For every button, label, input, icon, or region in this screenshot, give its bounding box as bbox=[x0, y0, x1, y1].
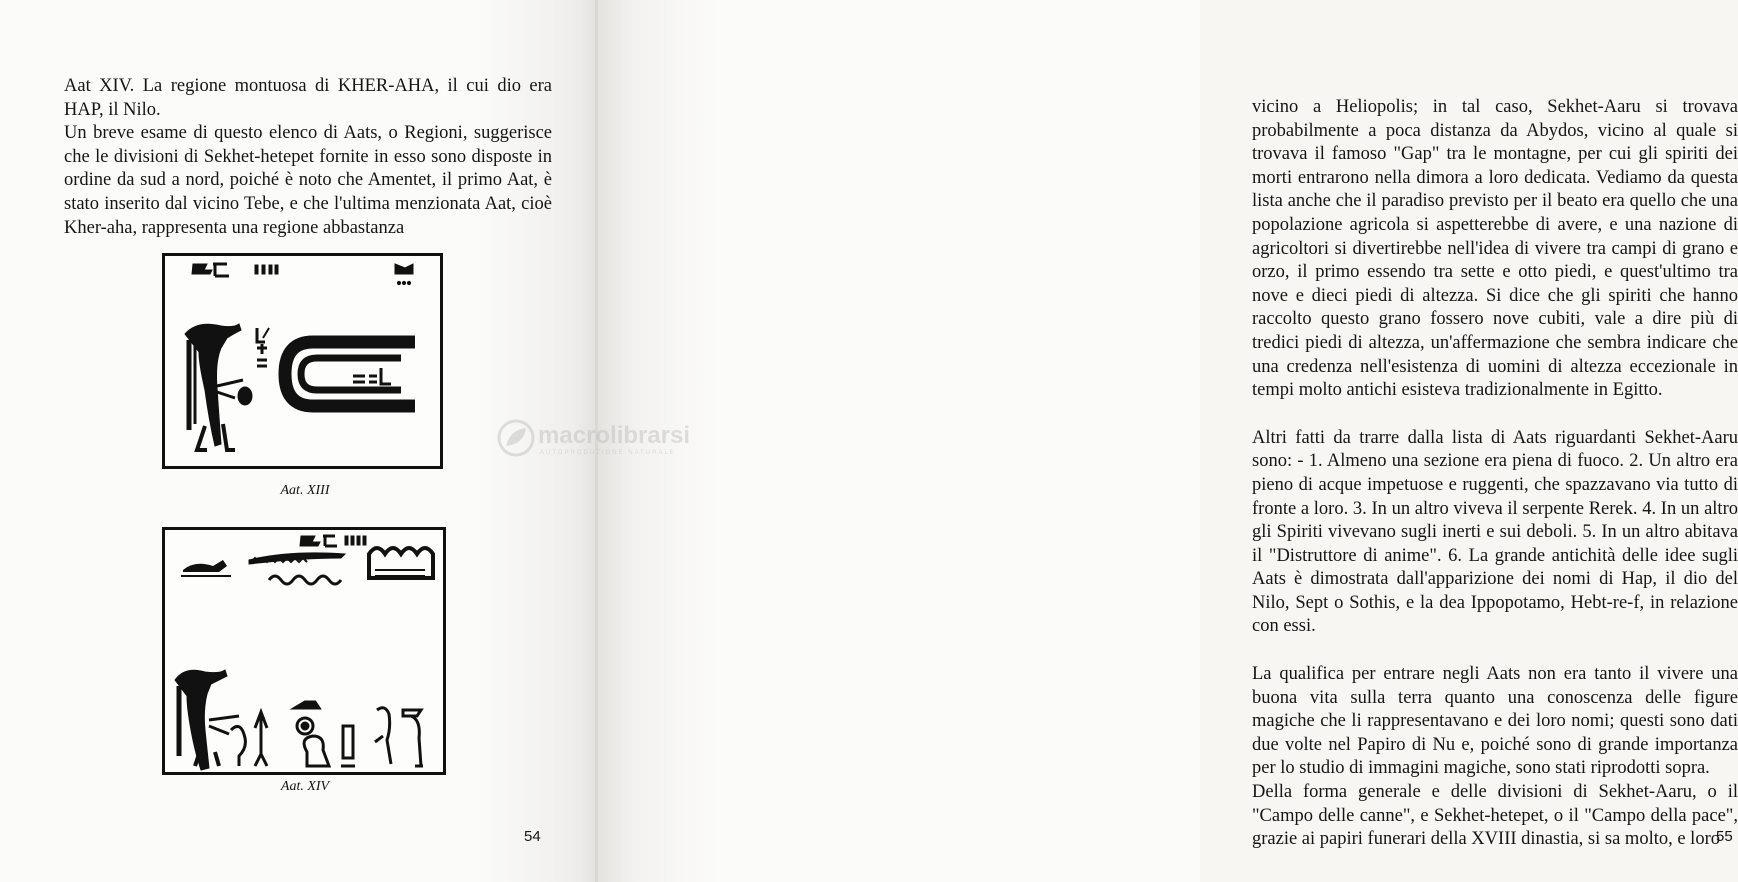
figure-aat-xiv bbox=[162, 527, 446, 775]
paragraph-heliopolis: vicino a Heliopolis; in tal caso, Sekhet-Aaru si trovava probabilmente a poca distanza da Abydos, vicino al quale si trovava il famoso "Gap" tra le montagne, per cui gli spiriti dei morti entrarono nella dimora a loro dedicata. Vediamo da questa lista anche che il paradiso previsto per il beato era quello che una popolazione agricola si aspetterebbe di avere, e una nazione di agricoltori si divertirebbe nell'idea di vivere tra campi di grano e orzo, il primo essendo tra sette e otto piedi, e quest'ultimo tra nove e dieci piedi di altezza. Si dice che gli spiriti che hanno raccolto questo grano fossero nove cubiti, vale a dire più di tredici piedi di altezza, un'affermazione che sembra indicare che una credenza nell'esistenza di uomini di altezza eccezionale in tempi molto antichi esisteva tradizionalmente in Egitto. bbox=[1252, 97, 1738, 401]
top-hieroglyph-row bbox=[192, 264, 413, 285]
paragraph-qualification: La qualifica per entrare negli Aats non era tanto il vivere una buona vita sulla terra quanto una conoscenza delle figure magiche che li rappresentavano e dei loro nomi; questi sono dati due volte nel Papiro di Nu e, poiché sono di grande importanza per lo studio di immagini magiche, sono stati riprodotti sopra. bbox=[1252, 664, 1738, 779]
paragraph-aat-xiv: Aat XIV. La regione montuosa di KHER-AHA, il cui dio era HAP, il Nilo. bbox=[64, 76, 552, 120]
paragraph-aats-review: Un breve esame di questo elenco di Aats, o Regioni, suggerisce che le divisioni di Sekhet-hetepet fornite in esso sono disposte in ordine da sud a nord, poiché è noto che Amentet, il primo Aat, è stato inserito dal vicino Tebe, e che l'ultima menzionata Aat, cioè Kher-aha, rappresenta una regione abbastanza bbox=[64, 123, 552, 238]
deity-figure bbox=[175, 670, 239, 770]
left-page-text bbox=[64, 75, 552, 240]
watermark-tagline: AUTOPRODUZIONE NATURALE bbox=[540, 450, 676, 456]
caption-aat-xiv: Aat. XIV bbox=[280, 779, 330, 794]
aat-xiii-hieroglyph-illustration bbox=[165, 256, 440, 466]
macrolibrarsi-watermark bbox=[496, 418, 696, 462]
page-number-left: 54 bbox=[524, 828, 541, 845]
right-page-text bbox=[1252, 96, 1738, 852]
waterway-glyphs bbox=[353, 368, 391, 384]
crocodile-and-serpent bbox=[249, 553, 345, 584]
page-number-right: 55 bbox=[1716, 828, 1733, 845]
procession-figures bbox=[231, 702, 423, 766]
u-shaped-waterway bbox=[285, 342, 415, 406]
leaf-logo-icon bbox=[496, 418, 536, 458]
mountain-glyph-panel bbox=[369, 548, 433, 578]
reclining-animal bbox=[181, 560, 231, 576]
vertical-glyph-column bbox=[257, 328, 269, 366]
deity-figure bbox=[185, 324, 252, 450]
paragraph-other-facts: Altri fatti da trarre dalla lista di Aats riguardanti Sekhet-Aaru sono: - 1. Almeno una sezione era piena di fuoco. 2. Un altro era pieno di acque impetuose e ruggenti, che spazzavano via tutto di fronte a loro. 3. In un altro viveva il serpente Rerek. 4. In un altro gli Spiriti vivevano sugli inerti e sui deboli. 5. In un altro abitava il "Distruttore di anime". 6. La grande antichità delle idee sugli Aats è dimostrata dall'apparizione dei nomi di Hap, il dio del Nilo, Sept o Sothis, e la dea Ippopotamo, Hebt-re-f, in relazione con essi. bbox=[1252, 427, 1738, 637]
figure-aat-xiii bbox=[162, 253, 443, 469]
top-hieroglyph-row bbox=[300, 536, 366, 546]
paragraph-general-form: Della forma generale e delle divisioni di Sekhet-Aaru, o il "Campo delle canne", e Sekhet-hetepet, o il "Campo della pace", grazie ai papiri funerari della XVIII dinastia, si sa molto, e loro bbox=[1252, 782, 1738, 850]
watermark-brand: macrolibrarsi bbox=[538, 422, 691, 449]
aat-xiv-hieroglyph-illustration bbox=[165, 530, 443, 772]
caption-aat-xiii: Aat. XIII bbox=[280, 483, 330, 498]
